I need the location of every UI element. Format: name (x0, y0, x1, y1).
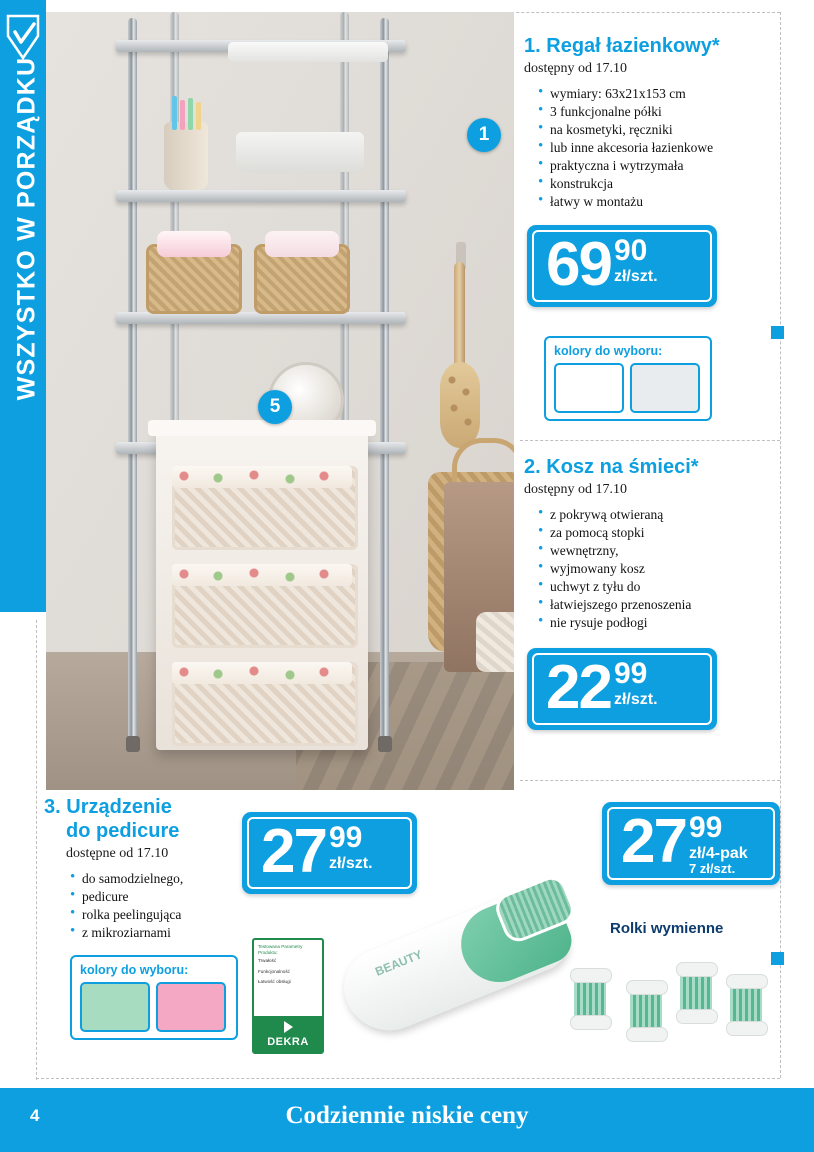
rack-post (380, 18, 389, 748)
pedicure-device-photo (330, 860, 660, 1070)
dekra-brand: DEKRA (267, 1035, 309, 1048)
product-1-features (524, 85, 794, 210)
price-cents: 99 (613, 657, 648, 690)
product-2-title (524, 455, 794, 479)
device-brand-label: BEAUTY (373, 947, 425, 979)
toothbrushes-icon (170, 96, 204, 130)
dekra-brand-bar (254, 1016, 322, 1052)
feature-item: • 3 funkcjonalne półki (540, 103, 794, 120)
replacement-roller (626, 980, 666, 1042)
product-2-number: 2. (524, 456, 541, 478)
folded-white-towels (236, 132, 364, 172)
colors-label: kolory do wyboru: (80, 963, 189, 977)
product-1-block (524, 34, 794, 211)
product-badge-5: 5 (258, 390, 292, 424)
product-2-price-tag (527, 648, 717, 730)
page-number: 4 (30, 1106, 40, 1125)
rollers-title: Rolki wymienne (610, 920, 724, 937)
feature-item: • rolka peelingująca (72, 906, 254, 923)
feature-item: • łatwy w montażu (540, 193, 794, 210)
dekra-certificate (252, 938, 324, 1054)
dekra-heading: Testowana Parametry Produktu: (258, 944, 303, 955)
product-3-number: 3. (44, 796, 61, 818)
cabinet-drawer (172, 662, 358, 746)
feature-item: • praktyczna i wytrzymała (540, 157, 794, 174)
white-drawer-cabinet (156, 430, 368, 750)
product-3-block (44, 795, 254, 942)
rack-shelf (116, 190, 406, 202)
feature-cont: • lub inne akcesoria łazienkowe (540, 139, 794, 156)
price-integer: 69 (546, 230, 611, 299)
dashed-guide-mid (520, 440, 780, 441)
wicker-basket (254, 244, 350, 314)
color-swatch[interactable] (630, 363, 700, 413)
replacement-roller (676, 962, 716, 1024)
product-3-title (44, 795, 254, 843)
price-unit: zł/szt. (328, 855, 373, 872)
dekra-line: Funkcjonalność (258, 968, 290, 974)
roller-cap (570, 1015, 612, 1030)
product-1-availability: dostępny od 17.10 (524, 61, 628, 76)
dekra-triangle-icon (284, 1021, 293, 1033)
roller-cap (726, 1021, 768, 1036)
price-integer: 22 (546, 653, 611, 722)
rack-post (128, 18, 137, 748)
price-cents: 90 (613, 234, 648, 267)
white-towel-top (228, 42, 388, 62)
product-1-title (524, 34, 794, 58)
feature-item: • wymiary: 63x21x153 cm (540, 85, 794, 102)
price-unit-secondary: 7 zł/szt. (688, 861, 736, 876)
cabinet-drawer (172, 564, 358, 648)
body-brush (438, 262, 482, 452)
roller-cap (626, 980, 668, 995)
brush-handle (454, 262, 465, 372)
banner-text: WSZYSTKO W PORZĄDKU (12, 56, 41, 401)
cabinet-drawer (172, 466, 358, 550)
cabinet-top (148, 420, 376, 436)
feature-cont: • pedicure (72, 888, 254, 905)
floral-liner (172, 564, 352, 586)
product-2-availability: dostępny od 17.10 (524, 482, 628, 497)
decor-square-2 (771, 952, 784, 965)
product-badge-1: 1 (467, 118, 501, 152)
footer-slogan: Codziennie niskie ceny (285, 1102, 529, 1129)
roller-cap (726, 974, 768, 989)
color-swatch[interactable] (554, 363, 624, 413)
toothbrush-cup (164, 122, 208, 190)
price-unit: zł/szt. (613, 691, 658, 708)
floral-liner (172, 662, 352, 684)
product-3-availability: dostępne od 17.10 (66, 846, 169, 861)
side-banner (0, 0, 46, 612)
basket-cloth (157, 231, 231, 257)
feature-cont: • łatwiejszego przenoszenia (540, 596, 794, 613)
roller-cap (570, 968, 612, 983)
feature-item: • uchwyt z tyłu do (540, 578, 794, 595)
replacement-roller (570, 968, 610, 1030)
dashed-guide-left (36, 620, 37, 1080)
price-unit: zł/szt. (613, 268, 658, 285)
floral-liner (172, 466, 352, 488)
dashed-guide-bottom (36, 1078, 780, 1079)
product-2-block (524, 455, 794, 632)
feature-item: • wewnętrzny, (540, 542, 794, 559)
white-basket (476, 612, 514, 672)
color-swatch[interactable] (80, 982, 150, 1032)
roller-cap (626, 1027, 668, 1042)
dashed-guide-mid2 (520, 780, 780, 781)
replacement-roller (726, 974, 766, 1036)
product-1-name: Regał łazienkowy* (546, 35, 720, 57)
feature-cont: • z mikroziarnami (72, 924, 254, 941)
dekra-line: Trwałość (258, 958, 277, 963)
price-unit: zł/4-pak (688, 845, 748, 862)
rack-foot (378, 736, 392, 752)
decor-square (771, 326, 784, 339)
product-1-colors (544, 336, 712, 421)
colors-label: kolory do wyboru: (554, 344, 663, 358)
feature-item: • do samodzielnego, (72, 870, 254, 887)
price-integer: 27 (261, 817, 326, 886)
wicker-basket (146, 244, 242, 314)
feature-cont: • na kosmetyki, ręczniki (540, 121, 794, 138)
product-3-colors (70, 955, 238, 1040)
product-1-number: 1. (524, 35, 541, 57)
product-2-features (524, 506, 794, 631)
feature-cont: • za pomocą stopki (540, 524, 794, 541)
price-cents: 99 (328, 821, 363, 854)
price-integer: 27 (621, 807, 686, 876)
basket-cloth (265, 231, 339, 257)
rollers-price-tag (602, 802, 780, 885)
price-cents: 99 (688, 811, 723, 844)
feature-cont: • konstrukcja (540, 175, 794, 192)
product-3-name-line2: do pedicure (66, 820, 180, 842)
feature-item: • z pokrywą otwieraną (540, 506, 794, 523)
dekra-line: Łatwość obsługi (258, 979, 291, 984)
feature-cont: • wyjmowany kosz (540, 560, 794, 577)
product-3-name-line1: Urządzenie (66, 796, 172, 818)
product-1-price-tag (527, 225, 717, 307)
color-swatch[interactable] (156, 982, 226, 1032)
roller-cap (676, 962, 718, 977)
page-footer (0, 1088, 814, 1152)
product-3-features (56, 870, 254, 941)
bathroom-scene-photo (46, 12, 514, 790)
brush-head (440, 362, 480, 448)
rack-foot (126, 736, 140, 752)
feature-item: • nie rysuje podłogi (540, 614, 794, 631)
roller-cap (676, 1009, 718, 1024)
product-2-name: Kosz na śmieci* (546, 456, 699, 478)
